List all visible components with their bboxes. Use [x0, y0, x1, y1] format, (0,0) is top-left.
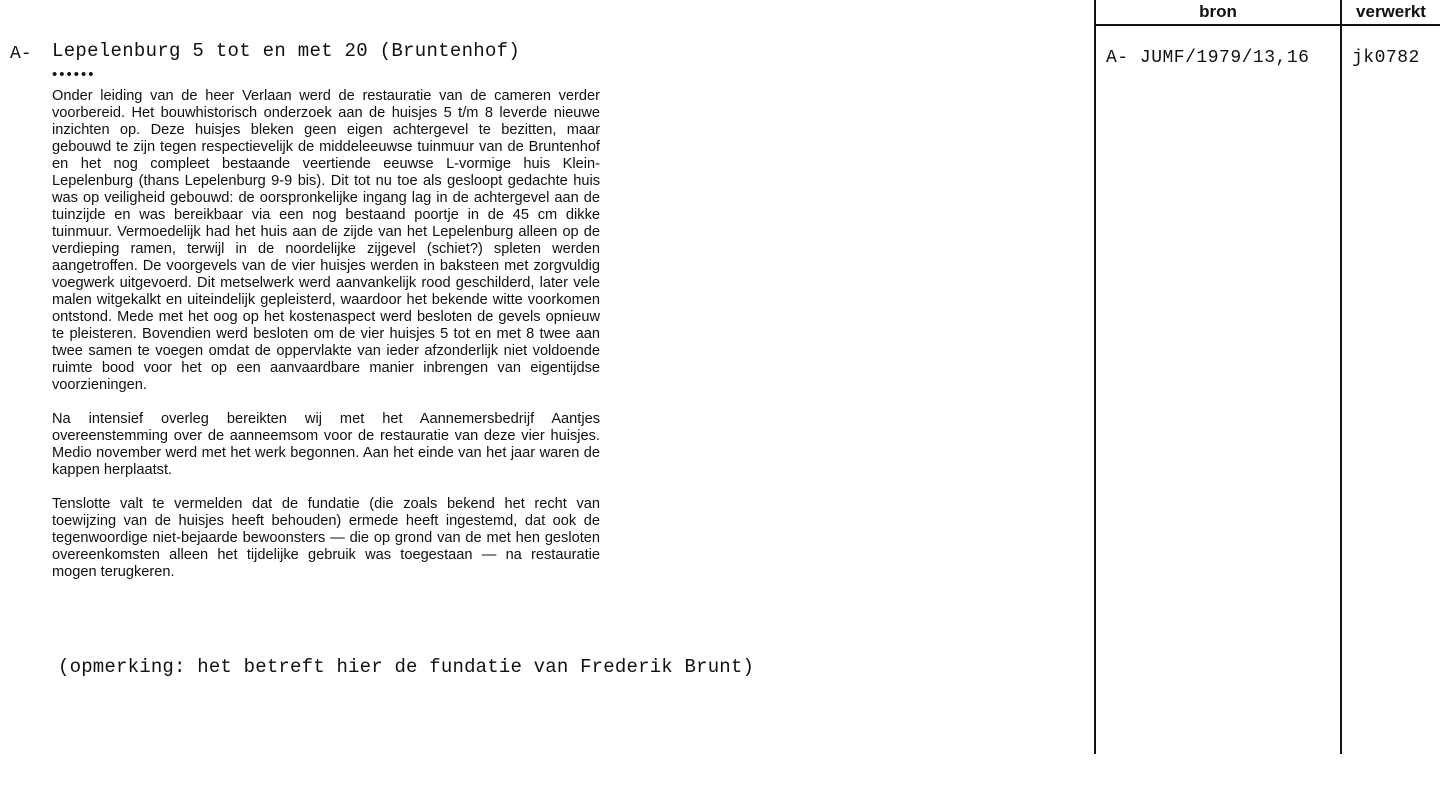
source-reference: A- JUMF/1979/13,16	[1106, 48, 1310, 68]
paragraph-restoration: Onder leiding van de heer Verlaan werd de restauratie van de cameren verder voorbereid. Het bouwhistorisch onderzoek aan de huisjes 5 t/m 8 leverde nieuwe inzichten op. Deze huisjes bleken geen eigen achtergevel te bezitten, maar gebouwd te zijn tegen respectievelijk de middeleeuwse tuinmuur van de Bruntenhof en het nog compleet bestaande veertiende eeuwse L-vormige huis Klein-Lepelenburg (thans Lepelenburg 9-9 bis). Dit tot nu toe als gesloopt gedachte huis was op veiligheid gebouwd: de oorspronkelijke ingang lag in de achtergevel aan de tuinzijde en was bereikbaar via een nog bestaand poortje in de 45 cm dikke tuinmuur. Vermoedelijk had het huis aan de zijde van het Lepelenburg alleen op de verdieping ramen, terwijl in de noordelijke zijgevel (schiet?) spleten werden aangetroffen. De voorgevels van de vier huisjes werden in baksteen met zorgvuldig voegwerk uitgevoerd. Dit metselwerk werd aanvankelijk rood geschilderd, later vele malen witgekalkt en uiteindelijk gepleisterd, waardoor het bekende witte voorkomen ontstond. Mede met het oog op het kostenaspect werd besloten de gevels opnieuw te pleisteren. Bovendien werd besloten om de vier huisjes 5 tot en met 8 twee aan twee samen te voegen omdat de oppervlakte van ieder afzonderlijk niet voldoende ruimte bood voor het op een aanvaardbare manier inbrengen van eigentijdse voorzieningen.	[52, 88, 600, 393]
table-column-divider	[1340, 0, 1342, 754]
entry-title: Lepelenburg 5 tot en met 20 (Bruntenhof)	[52, 40, 521, 62]
entry-body	[52, 88, 600, 581]
entry-marker: A-	[10, 44, 32, 64]
paragraph-contractor: Na intensief overleg bereikten wij met het Aannemersbedrijf Aantjes overeenstemming over de aanneemsom voor de restauratie van deze vier huisjes. Medio november werd met het werk begonnen. Aan het einde van het jaar waren de kappen herplaatst.	[52, 411, 600, 478]
remark-note: (opmerking: het betreft hier de fundatie van Frederik Brunt)	[58, 656, 755, 678]
table-border-left	[1094, 0, 1096, 754]
entry-dots: ••••••	[52, 66, 96, 83]
processed-code: jk0782	[1352, 48, 1420, 68]
column-header-source: bron	[1199, 2, 1237, 21]
column-header-processed: verwerkt	[1356, 2, 1426, 21]
paragraph-foundation: Tenslotte valt te vermelden dat de fundatie (die zoals bekend het recht van toewijzing van de huisjes heeft behouden) ermede heeft ingestemd, dat ook de tegenwoordige niet-bejaarde bewoonsters — die op grond van de met hen gesloten overeenkomsten alleen het tijdelijke gebruik was toegestaan — na restauratie mogen terugkeren.	[52, 496, 600, 580]
table-header-rule	[1094, 24, 1440, 26]
